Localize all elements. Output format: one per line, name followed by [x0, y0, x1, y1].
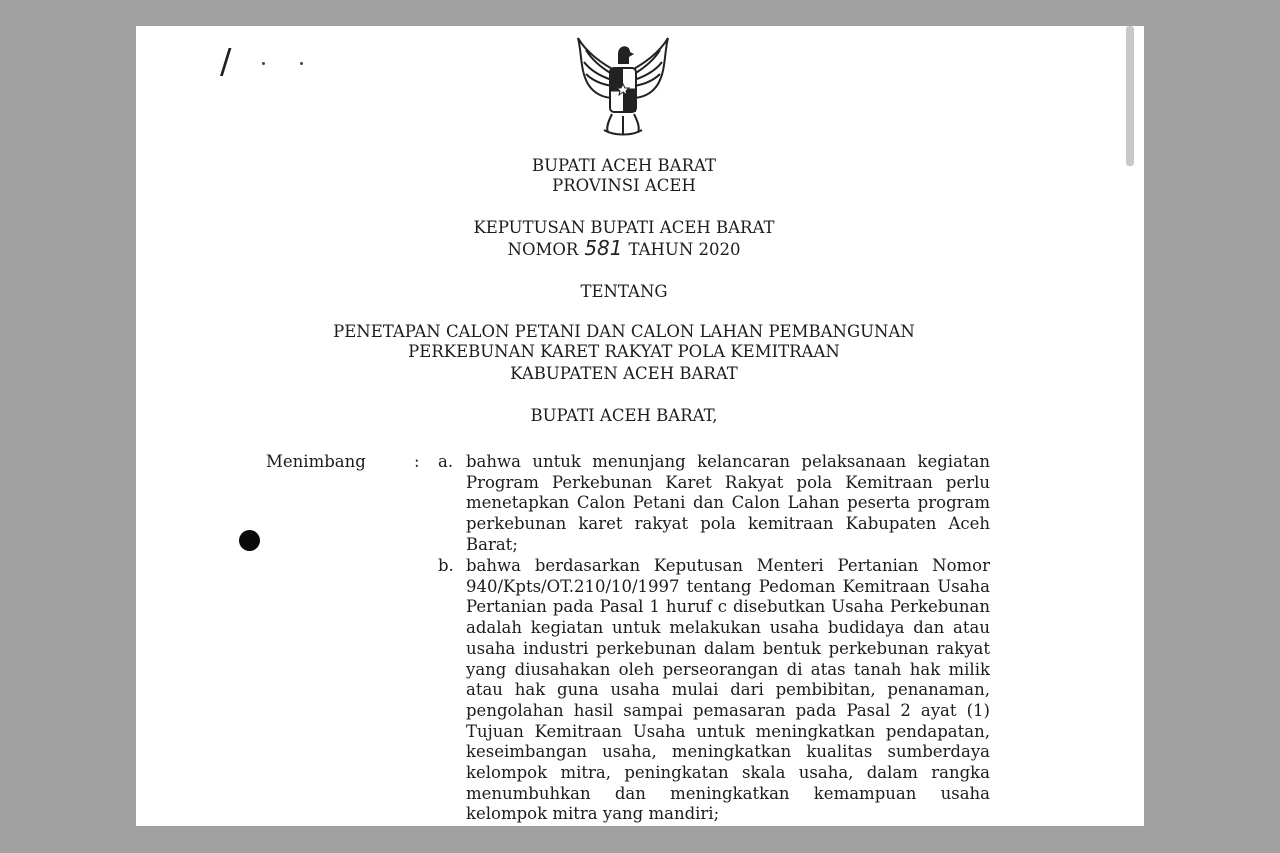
scrollbar[interactable] — [1126, 26, 1134, 166]
speck-dot — [262, 62, 265, 65]
header-tentang: TENTANG — [580, 282, 668, 301]
punch-hole-mark — [239, 530, 260, 551]
item-b-text: bahwa berdasarkan Keputusan Menteri Pertanian Nomor 940/Kpts/OT.210/10/1997 tentang Pedoman Kemitraan Usaha Pertanian pada Pasal 1 huruf c disebutkan Usaha Perkebunan adalah kegiatan untuk melakukan usaha budidaya dan atau usaha industri perkebunan dalam bentuk perkebunan rakyat yang diusahakan oleh perseorangan di atas tanah hak milik atau hak guna usaha mulai dari pembibitan, penanaman, pengolahan hasil sampai pemasaran pada Pasal 2 ayat (1) Tujuan Kemitraan Usaha untuk meningkatkan pendapatan, keseimbangan usaha, meningkatkan kualitas sumberdaya kelompok mitra, peningkatan skala usaha, dalam rangka menumbuhkan dan meningkatkan kemampuan usaha kelompok mitra yang mandiri; — [466, 556, 990, 824]
header-provinsi: PROVINSI ACEH — [552, 176, 696, 195]
subject-line-1: PENETAPAN CALON PETANI DAN CALON LAHAN PEMBANGUNAN — [333, 322, 915, 341]
nomor-prefix: NOMOR — [507, 240, 579, 259]
nomor-suffix: TAHUN 2020 — [628, 240, 741, 259]
garuda-emblem-icon — [572, 34, 674, 138]
header-bupati: BUPATI ACEH BARAT — [531, 156, 717, 175]
item-a-letter: a. — [438, 452, 454, 471]
issuer-title: BUPATI ACEH BARAT, — [530, 406, 718, 425]
menimbang-colon: : — [414, 452, 420, 471]
handwritten-mark: / — [220, 42, 232, 82]
subject-line-3: KABUPATEN ACEH BARAT — [510, 364, 738, 383]
subject-line-2: PERKEBUNAN KARET RAKYAT POLA KEMITRAAN — [408, 342, 840, 361]
header-keputusan: KEPUTUSAN BUPATI ACEH BARAT — [473, 218, 775, 237]
header-nomor — [136, 238, 1112, 260]
handwritten-number: 581 — [584, 236, 623, 260]
item-a-text: bahwa untuk menunjang kelancaran pelaksanaan kegiatan Program Perkebunan Karet Rakyat pola Kemitraan perlu menetapkan Calon Petani dan Calon Lahan peserta program perkebunan karet rakyat pola kemitraan Kabupaten Aceh Barat; — [466, 452, 990, 554]
speck-dot — [300, 62, 303, 65]
document-page — [136, 26, 1144, 826]
menimbang-label: Menimbang — [266, 452, 366, 471]
item-b-letter: b. — [438, 556, 454, 575]
